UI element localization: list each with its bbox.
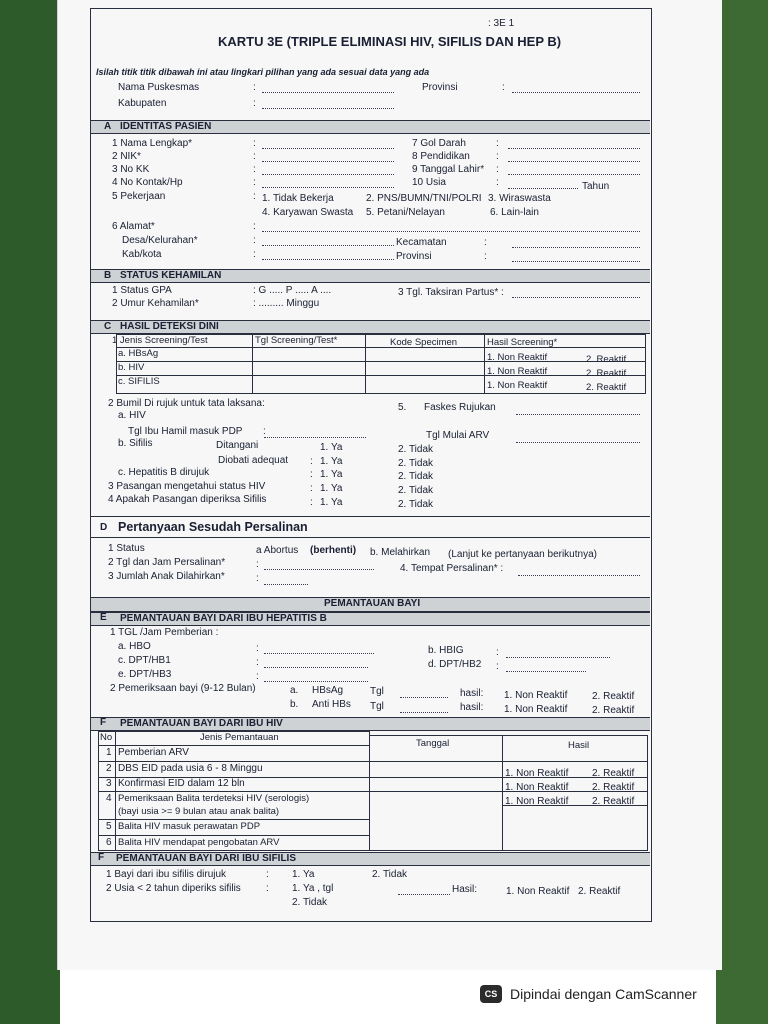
row-hiv: b. HIV (118, 362, 145, 373)
field-nama-puskesmas[interactable] (262, 92, 394, 93)
section-f2-title: PEMANTAUAN BAYI DARI IBU SIFILIS (116, 853, 297, 864)
pasangan-sifilis-ya[interactable]: 1. Ya (320, 497, 343, 508)
field-tanggal-lahir[interactable] (508, 174, 640, 175)
hbsag-non-reaktif[interactable]: 1. Non Reaktif (487, 352, 548, 363)
label-nama-lengkap: 1 Nama Lengkap* (112, 138, 193, 149)
background-green-left (0, 0, 60, 1024)
label-ditangani: Ditangani (216, 440, 259, 451)
th-hasil: Hasil (568, 740, 590, 751)
th-tanggal: Tanggal (416, 738, 450, 749)
field-tgl-periksa-sifilis[interactable] (398, 894, 450, 895)
label-no-kk: 3 No KK (112, 164, 150, 175)
hiv-reaktif[interactable]: 2. Reaktif (586, 368, 627, 379)
diperiksa-ya-tgl[interactable]: 1. Ya , tgl (292, 883, 334, 894)
section-c-title: HASIL DETEKSI DINI (120, 321, 219, 332)
label-provinsi-a: Provinsi (396, 251, 432, 262)
label-tgl-hbsag: Tgl (370, 686, 384, 697)
field-taksiran-partus[interactable] (512, 297, 640, 298)
f-row-2-text: DBS EID pada usia 6 - 8 Minggu (118, 763, 263, 774)
label-c-sifilis: b. Sifilis (118, 438, 153, 449)
section-a-title: IDENTITAS PASIEN (120, 121, 212, 132)
label-tanggal-lahir: 9 Tanggal Lahir* (412, 164, 485, 175)
job-option-4[interactable]: 4. Karyawan Swasta (262, 207, 354, 218)
label-faskes-num: 5. (398, 402, 407, 413)
anti-non-reaktif[interactable]: 1. Non Reaktif (504, 704, 568, 715)
label-tempat-persalinan: 4. Tempat Persalinan* : (400, 563, 504, 574)
label-tgl-jam-persalinan: 2 Tgl dan Jam Persalinan* (108, 557, 226, 568)
field-pendidikan[interactable] (508, 161, 640, 162)
f-row-4-no: 4 (106, 793, 112, 804)
label-alamat: 6 Alamat* (112, 221, 155, 232)
label-tahun: Tahun (582, 181, 610, 192)
eid-non-reaktif[interactable]: 1. Non Reaktif (505, 768, 569, 779)
bayi-sifilis-non-reaktif[interactable]: 1. Non Reaktif (506, 886, 570, 897)
section-d-title: Pertanyaan Sesudah Persalinan (118, 520, 308, 534)
section-e-letter: E (100, 612, 107, 623)
field-hbo[interactable] (264, 653, 374, 654)
label-diobati: Diobati adequat (218, 455, 289, 466)
field-tgl-anti[interactable] (400, 712, 448, 713)
section-c-letter: C (104, 321, 112, 332)
hbsag-reaktif[interactable]: 2. Reaktif (586, 354, 627, 365)
section-a-letter: A (104, 121, 112, 132)
field-dpt-hb3[interactable] (264, 681, 368, 682)
ditangani-ya[interactable]: 1. Ya (320, 442, 343, 453)
label-status-persalinan: 1 Status (108, 543, 145, 554)
th-kode-specimen: Kode Specimen (390, 337, 458, 348)
label-kecamatan: Kecamatan (396, 237, 447, 248)
f-row-6-text: Balita HIV mendapat pengobatan ARV (118, 837, 280, 848)
field-dpt-hb2[interactable] (506, 671, 586, 672)
job-option-2[interactable]: 2. PNS/BUMN/TNI/POLRI (366, 193, 482, 204)
field-usia[interactable] (508, 188, 578, 189)
th-tgl-screening: Tgl Screening/Test* (255, 335, 338, 346)
label-usia: 10 Usia (412, 177, 446, 188)
diperiksa-tidak[interactable]: 2. Tidak (292, 897, 328, 908)
konfirmasi-non-reaktif[interactable]: 1. Non Reaktif (505, 782, 569, 793)
field-desa[interactable] (262, 245, 394, 246)
serologis-reaktif[interactable]: 2. Reaktif (592, 796, 635, 807)
label-umur-kehamilan: 2 Umur Kehamilan* (112, 298, 199, 309)
pemantauan-bayi-title: PEMANTAUAN BAYI (324, 598, 421, 609)
label-desa: Desa/Kelurahan* (122, 235, 198, 246)
field-faskes-rujukan[interactable] (516, 414, 640, 415)
label-hasil-hbsag: hasil: (460, 688, 484, 699)
sifilis-non-reaktif[interactable]: 1. Non Reaktif (487, 380, 548, 391)
camscanner-watermark (480, 985, 697, 1003)
label-status-gpa: 1 Status GPA (112, 285, 172, 296)
f-row-4b-text: (bayi usia >= 9 bulan atau anak balita) (118, 806, 280, 817)
field-gol-darah[interactable] (508, 148, 640, 149)
section-d-letter: D (100, 522, 108, 533)
field-dpt-hb1[interactable] (264, 667, 368, 668)
label-dpt-hb2: d. DPT/HB2 (428, 659, 482, 670)
field-gpa[interactable]: : G ..... P ..... A .... (253, 285, 332, 296)
th-hasil-screening: Hasil Screening* (487, 337, 558, 348)
field-umur-kehamilan[interactable]: : ......... Minggu (253, 298, 320, 309)
section-b-letter: B (104, 270, 112, 281)
hiv-non-reaktif[interactable]: 1. Non Reaktif (487, 366, 548, 377)
label-berhenti: (berhenti) (310, 545, 357, 556)
field-tgl-hbsag[interactable] (400, 697, 448, 698)
field-tempat-persalinan[interactable] (518, 575, 640, 576)
label-usia-diperiksa: 2 Usia < 2 tahun diperiks sifilis (106, 883, 241, 894)
section-b-title: STATUS KEHAMILAN (120, 270, 222, 281)
hepb-ya[interactable]: 1. Ya (320, 469, 343, 480)
label-hepb-dirujuk: c. Hepatitis B dirujuk (118, 467, 210, 478)
field-tgl-jam-persalinan[interactable] (264, 569, 374, 570)
diobati-ya[interactable]: 1. Ya (320, 456, 343, 467)
label-e-hbsag: HBsAg (312, 685, 344, 696)
label-lanjut: (Lanjut ke pertanyaan berikutnya) (448, 549, 597, 560)
label-pemeriksaan-bayi: 2 Pemeriksaan bayi (9-12 Bulan) (110, 683, 256, 694)
label-bumil-dirujuk: 2 Bumil Di rujuk untuk tata laksana: (108, 398, 265, 409)
anti-reaktif[interactable]: 2. Reaktif (592, 705, 635, 716)
ditangani-tidak[interactable]: 2. Tidak (398, 444, 434, 455)
form-title: KARTU 3E (TRIPLE ELIMINASI HIV, SIFILIS DAN HEP B) (218, 34, 562, 49)
f-row-1-text: Pemberian ARV (118, 747, 189, 758)
label-hbo: a. HBO (118, 641, 151, 652)
field-provinsi-a[interactable] (512, 261, 640, 262)
job-option-5[interactable]: 5. Petani/Nelayan (366, 207, 445, 218)
field-no-kk[interactable] (262, 174, 394, 175)
f-row-1-no: 1 (106, 747, 112, 758)
form-code: : 3E 1 (488, 18, 515, 29)
pasangan-status-tidak[interactable]: 2. Tidak (398, 485, 434, 496)
pasangan-status-ya[interactable]: 1. Ya (320, 483, 343, 494)
row-hbsag: a. HBsAg (118, 348, 159, 359)
konfirmasi-reaktif[interactable]: 2. Reaktif (592, 782, 635, 793)
label-pendidikan: 8 Pendidikan (412, 151, 470, 162)
field-nama-lengkap[interactable] (262, 148, 394, 149)
f-row-5-text: Balita HIV masuk perawatan PDP (118, 821, 261, 832)
camscanner-logo: CS (480, 985, 502, 1003)
field-nik[interactable] (262, 161, 394, 162)
option-melahirkan[interactable]: b. Melahirkan (370, 547, 431, 558)
label-gol-darah: 7 Gol Darah (412, 138, 466, 149)
option-abortus[interactable]: a Abortus (256, 545, 299, 556)
job-option-6[interactable]: 6. Lain-lain (490, 207, 539, 218)
label-hbig: b. HBIG (428, 645, 464, 656)
dirujuk-tidak[interactable]: 2. Tidak (372, 869, 408, 880)
camscanner-text: Dipindai dengan CamScanner (510, 986, 697, 1002)
section-e-title: PEMANTAUAN BAYI DARI IBU HEPATITIS B (120, 613, 327, 624)
field-hbig[interactable] (506, 657, 610, 658)
background-green-right (716, 0, 768, 1024)
label-kab-kota: Kab/kota (122, 249, 162, 260)
field-tgl-arv[interactable] (516, 442, 640, 443)
label-pekerjaan: 5 Pekerjaan (112, 191, 166, 202)
label-no-kontak: 4 No Kontak/Hp (112, 177, 183, 188)
field-alamat[interactable] (262, 231, 640, 232)
f-row-4-text: Pemeriksaan Balita terdeteksi HIV (serologis) (118, 793, 310, 804)
label-anti-hbs: Anti HBs (312, 699, 351, 710)
label-bayi-sifilis-dirujuk: 1 Bayi dari ibu sifilis dirujuk (106, 869, 227, 880)
job-option-3[interactable]: 3. Wiraswasta (488, 193, 551, 204)
label-tgl-arv: Tgl Mulai ARV (426, 430, 490, 441)
hbsag-e-reaktif[interactable]: 2. Reaktif (592, 691, 635, 702)
instruction: Isilah titik titik dibawah ini atau lingkari pilihan yang ada sesuai data yang ada (96, 67, 430, 77)
label-pasangan-status: 3 Pasangan mengetahui status HIV (108, 481, 266, 492)
job-option-1[interactable]: 1. Tidak Bekerja (262, 193, 334, 204)
sifilis-reaktif[interactable]: 2. Reaktif (586, 382, 627, 393)
f-row-3-no: 3 (106, 778, 112, 789)
row-sifilis: c. SIFILIS (118, 376, 160, 387)
bayi-sifilis-reaktif[interactable]: 2. Reaktif (578, 886, 621, 897)
field-kabupaten[interactable] (262, 108, 394, 109)
f-row-2-no: 2 (106, 763, 112, 774)
th-no: No (100, 732, 113, 743)
pasangan-sifilis-tidak[interactable]: 2. Tidak (398, 499, 434, 510)
eid-reaktif[interactable]: 2. Reaktif (592, 768, 635, 779)
field-tgl-pdp[interactable] (264, 437, 366, 438)
label-faskes-rujukan: Faskes Rujukan (424, 402, 496, 413)
label-dpt-hb3: e. DPT/HB3 (118, 669, 172, 680)
label-kabupaten: Kabupaten (118, 98, 167, 109)
field-jumlah-anak[interactable] (264, 584, 308, 585)
label-hasil-sifilis: Hasil: (452, 884, 478, 895)
label-taksiran-partus: 3 Tgl. Taksiran Partus* : (398, 287, 504, 298)
label-dpt-hb1: c. DPT/HB1 (118, 655, 171, 666)
label-pasangan-sifilis: 4 Apakah Pasangan diperiksa Sifilis (108, 494, 267, 505)
field-kecamatan[interactable] (512, 247, 640, 248)
field-kab-kota[interactable] (262, 259, 394, 260)
hbsag-e-non-reaktif[interactable]: 1. Non Reaktif (504, 690, 568, 701)
f-row-6-no: 6 (106, 837, 112, 848)
label-jumlah-anak: 3 Jumlah Anak Dilahirkan* (108, 571, 225, 582)
section-f-title: PEMANTAUAN BAYI DARI IBU HIV (120, 718, 283, 729)
th-jenis-screening: 1 Jenis Screening/Test (112, 335, 208, 346)
dirujuk-ya[interactable]: 1. Ya (292, 869, 315, 880)
hepb-tidak[interactable]: 2. Tidak (398, 471, 434, 482)
field-provinsi[interactable] (512, 92, 640, 93)
field-no-kontak[interactable] (262, 187, 394, 188)
section-f-letter: F (100, 717, 107, 728)
label-nik: 2 NIK* (112, 151, 141, 162)
diobati-tidak[interactable]: 2. Tidak (398, 458, 434, 469)
th-jenis-pemantauan: Jenis Pemantauan (200, 732, 279, 743)
label-tgl-anti: Tgl (370, 701, 384, 712)
f-row-3-text: Konfirmasi EID dalam 12 bln (118, 778, 245, 789)
label-nama-puskesmas: Nama Puskesmas (118, 82, 200, 93)
label-provinsi: Provinsi (422, 82, 458, 93)
section-f2-letter: F (98, 852, 105, 863)
f-row-5-no: 5 (106, 821, 112, 832)
label-hasil-anti: hasil: (460, 702, 484, 713)
label-tgl-pdp: Tgl Ibu Hamil masuk PDP (128, 426, 243, 437)
label-c-hiv: a. HIV (118, 410, 146, 421)
serologis-non-reaktif[interactable]: 1. Non Reaktif (505, 796, 569, 807)
label-tgl-jam-pemberian: 1 TGL /Jam Pemberian : (110, 627, 219, 638)
